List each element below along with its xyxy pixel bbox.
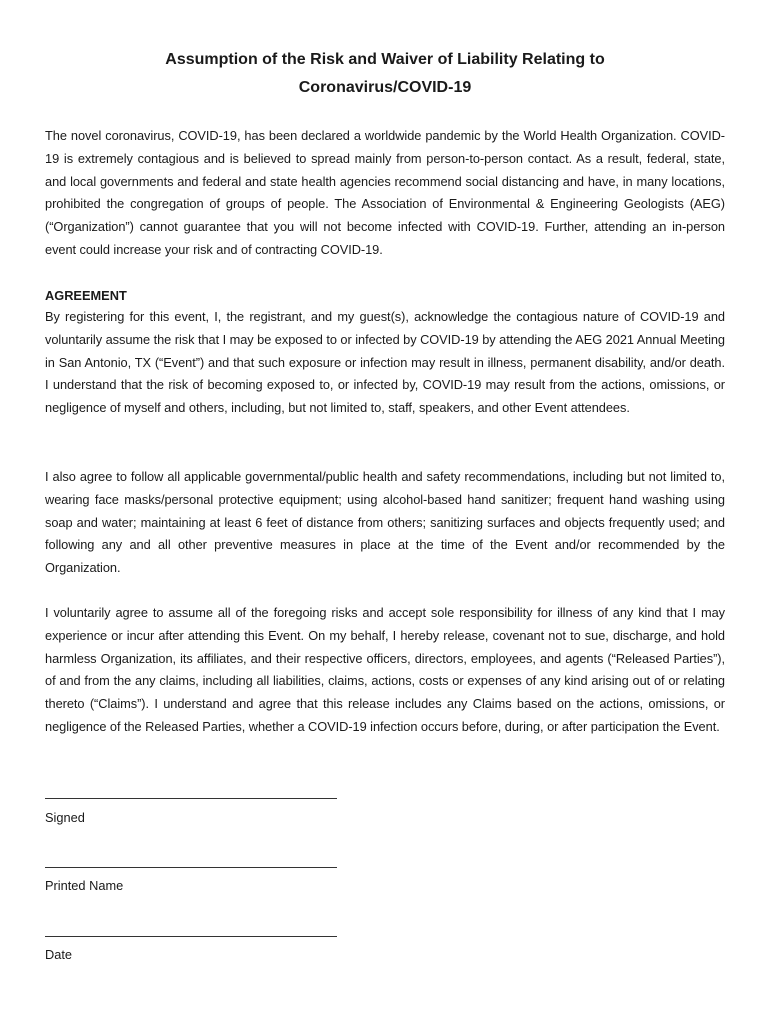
date-line[interactable] [45,936,337,937]
date-label: Date [45,947,73,962]
agreement-heading: AGREEMENT [45,288,127,303]
title-line-1: Assumption of the Risk and Waiver of Liability Relating to [165,51,605,68]
title-line-2: Coronavirus/COVID-19 [298,79,472,96]
agreement-paragraph-3: I voluntarily agree to assume all of the foregoing risks and accept sole responsibility for illness of any kind that I may experience or incur after attending this Event. On my behalf, I hereby release, covenant not to sue, discharge, and hold harmless Organization, its affiliates, and their respective officers, directors, employees, and agents (“Released Parties”), of and from the any claims, including all liabilities, claims, actions, costs or expenses of any kind arising out of or relating thereto (“Claims”). I understand and agree that this release includes any Claims based on the actions, omissions, or negligence of the Released Parties, whether a COVID-19 infection occurs before, during, or after participation the Event. [45,605,725,734]
agreement-paragraph-2: I also agree to follow all applicable governmental/public health and safety recommendations, including but not limited to, wearing face masks/personal protective equipment; using alcohol-based hand sanitizer; frequent hand washing using soap and water; maintaining at least 6 feet of distance from others; sanitizing surfaces and objects frequently used; and following any and all other preventive measures in place at the time of the Event and/or recommended by the Organization. [45,469,725,576]
intro-paragraph: The novel coronavirus, COVID-19, has been declared a worldwide pandemic by the World Health Organization. COVID-19 is extremely contagious and is believed to spread mainly from person-to-person contact. As a result, federal, state, and local governments and federal and state health agencies recommend social distancing and have, in many locations, prohibited the congregation of groups of people. The Association of Environmental & Engineering Geologists (AEG) (“Organization”) cannot guarantee that you will not become infected with COVID-19. Further, attending an in-person event could increase your risk and of contracting COVID-19. [45,128,725,257]
signed-label: Signed [45,810,85,825]
document-title [45,46,725,102]
agreement-paragraph-1: By registering for this event, I, the registrant, and my guest(s), acknowledge the contagious nature of COVID-19 and voluntarily assume the risk that I may be exposed to or infected by COVID-19 by attending the AEG 2021 Annual Meeting in San Antonio, TX (“Event”) and that such exposure or infection may result in illness, permanent disability, and/or death. I understand that the risk of becoming exposed to, or infected by, COVID-19 may result from the actions, omissions, or negligence of myself and others, including, but not limited to, staff, speakers, and other Event attendees. [45,309,725,416]
printed-name-label: Printed Name [45,878,124,893]
signed-line[interactable] [45,798,337,799]
printed-name-line[interactable] [45,867,337,868]
